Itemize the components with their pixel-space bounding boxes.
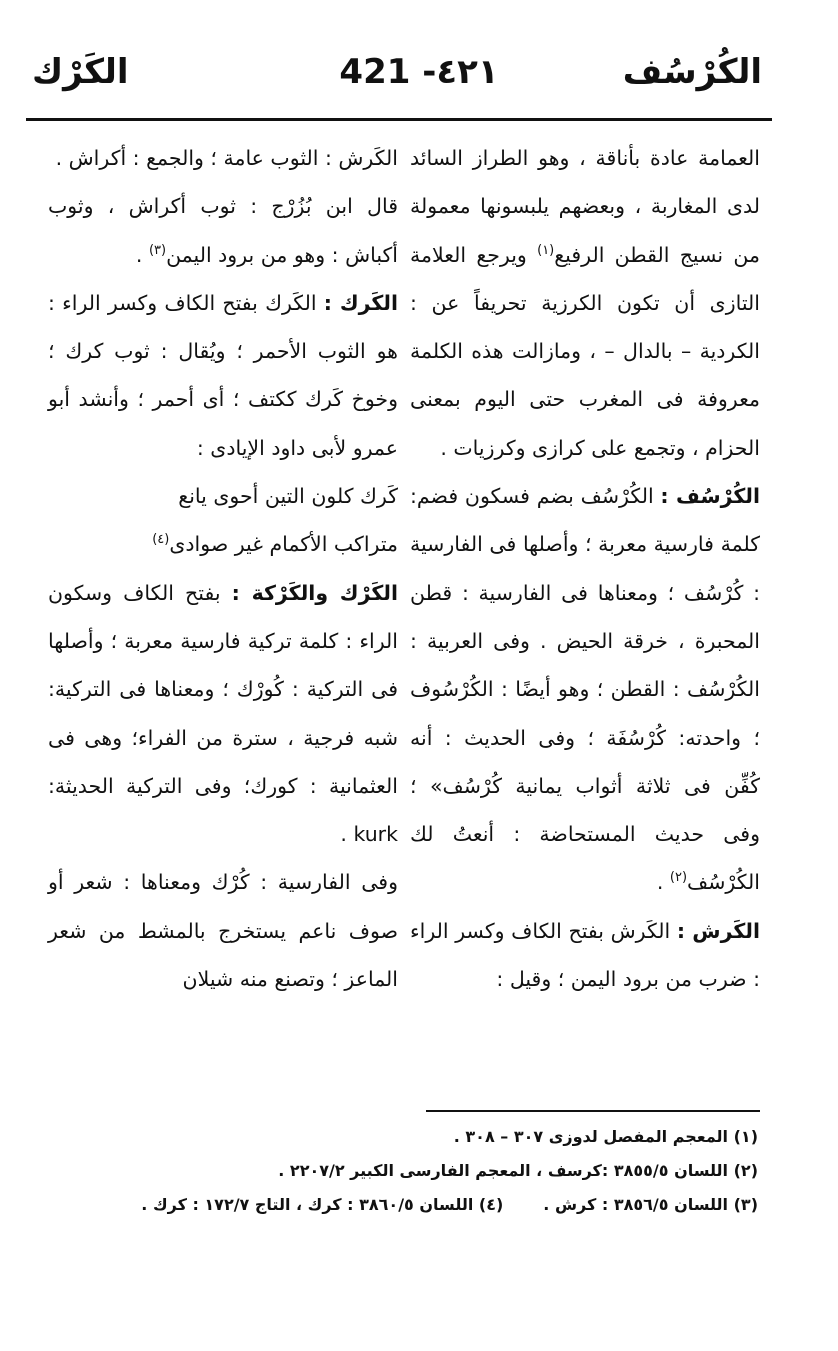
paragraph: الكَرش : الثوب عامة ؛ والجمع : أكراش . [55, 146, 398, 170]
footnotes [58, 1120, 758, 1222]
entry-karak: الكَرك : الكَرك بفتح الكاف وكسر الراء : هو الثوب الأحمر ؛ ويُقال : ثوب كرك ؛ وخوخ كَرك ككتف ؛ أى أحمر ؛ وأنشد أبو عمرو لأبى داود الإيادى : [48, 290, 399, 460]
entry-keyword: الكَرش : [676, 918, 760, 943]
footnote-3-4 [58, 1188, 758, 1222]
paragraph: العمامة عادة بأناقة ، وهو الطراز السائد لدى المغاربة ، وبعضهم يلبسونها معمولة من نسيج القطن الرفيع$^{(١)}$ ويرجع العلامة التازى أن تكون الكرزية تحريفاً عن : الكردية – بالدال – ، ومازالت هذه الكلمة معروفة فى المغرب حتى اليوم بمعنى الحزام ، وتجمع على كرازى وكرزيات . [410, 146, 760, 460]
page-header [0, 52, 838, 112]
entry-keyword: الكُرْسُف : [660, 484, 760, 509]
headword-right: الكُرْسُف [622, 52, 762, 92]
paragraph: وفى الفارسية : كُرْك ومعناها : شعر أو صوف ناعم يستخرج بالمشط من شعر الماعز ؛ وتصنع منه شيلان [48, 870, 398, 992]
footnote-1: (١) المعجم المفصل لدوزى ٣٠٧ – ٣٠٨ . [453, 1127, 758, 1146]
entry-kursuf: الكُرْسُف : الكُرْسُف بضم فسكون فضم: كلمة فارسية معربة ؛ وأصلها فى الفارسية : كُرْسُف ؛ ومعناها فى الفارسية : قطن المحبرة ، خرقة الحيض . وفى العربية : الكُرْسُف : القطن ؛ وهو أيضًا : الكُرْسُوف ؛ واحدته: كُرْسُفَة ؛ وفى الحديث : أنه كُفِّن فى ثلاثة أثواب يمانية كُرْسُف» ؛ وفى حديث المستحاضة : أنعتُ لك الكُرْسُف$^{(٢)}$ . [410, 484, 760, 895]
footnote-3: (٣) اللسان ٣٨٥٦/٥ : كرش . [543, 1195, 758, 1214]
entry-karsh: الكَرش : الكَرش بفتح الكاف وكسر الراء : ضرب من برود اليمن ؛ وقيل : [410, 918, 760, 992]
page-number: 421 -٤٢١ [339, 52, 499, 92]
footnote-rule [426, 1110, 760, 1112]
right-column [410, 134, 760, 1003]
poem-line-2: متراكب الأكمام غير صوادى$^{(٤)}$ [152, 532, 398, 557]
footnote-4: (٤) اللسان ٣٨٦٠/٥ : كرك ، التاج ١٧٢/٧ : كرك . [141, 1195, 504, 1214]
poem-line-1: كَرك كلون التين أحوى يانع [178, 484, 398, 509]
header-rule [26, 118, 772, 121]
paragraph: قال ابن بُزُرْج : ثوب أكراش ، وثوب أكباش : وهو من برود اليمن$^{(٣)}$ . [48, 194, 398, 267]
entry-keyword: الكَرك : [323, 290, 399, 315]
headword-left: الكَرْك [32, 52, 129, 92]
left-column [48, 134, 398, 1003]
entry-keyword: الكَرْك والكَرْكة : [231, 580, 398, 605]
footnote-2: (٢) اللسان ٣٨٥٥/٥ :كرسف ، المعجم الفارسى الكبير ٢٢٠٧/٢ . [278, 1161, 758, 1180]
entry-kark: الكَرْك والكَرْكة : بفتح الكاف وسكون الراء : كلمة تركية فارسية معربة ؛ وأصلها فى التركية : كُورْك ؛ ومعناها فى التركية: شبه فرجية ، سترة من الفراء؛ وهى فى العثمانية : كورك؛ وفى التركية الحديثة: kurk . [48, 580, 398, 847]
